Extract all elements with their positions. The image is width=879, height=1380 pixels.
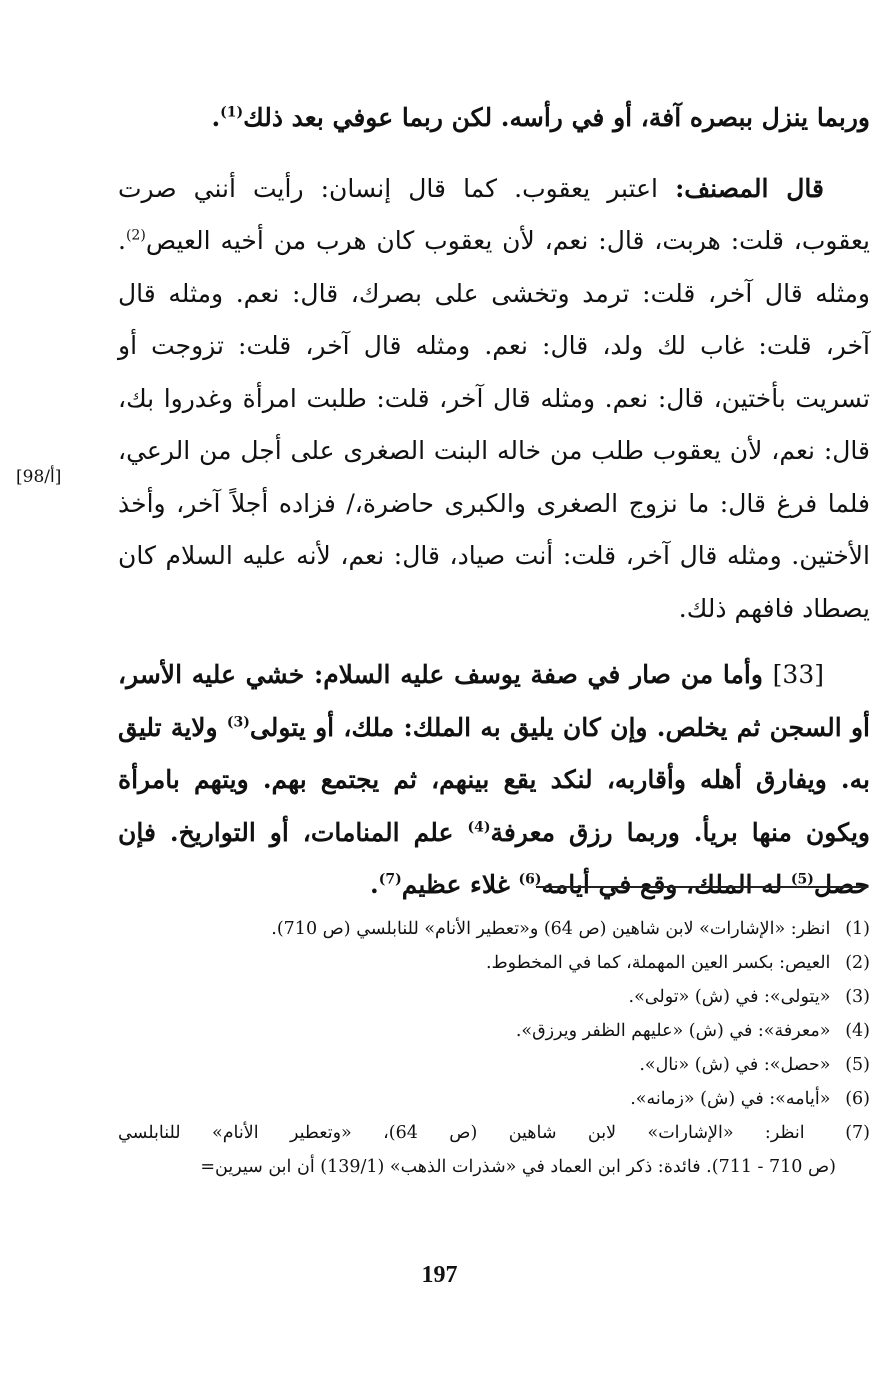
footnote-4: (4) «معرفة»: في (ش) «عليهم الظفر ويرزق». <box>515 1021 870 1041</box>
footnote-6: (6) «أيامه»: في (ش) «زمانه». <box>630 1089 870 1109</box>
footnote-3: (3) «يتولى»: في (ش) «تولى». <box>628 987 870 1007</box>
main-text <box>118 92 870 912</box>
author-label: قال المصنف: <box>675 173 824 203</box>
footnote-1: (1) انظر: «الإشارات» لابن شاهين (ص 64) و«تعطير الأنام» للنابلسي (ص 710). <box>271 919 870 939</box>
footnote-7: (7) انظر: «الإشارات» لابن شاهين (ص 64)، «وتعطير الأنام» للنابلسي <box>118 1123 870 1143</box>
manuscript-folio-note: [98/أ] <box>16 467 62 487</box>
footnote-ref-3[interactable]: (3) <box>226 714 250 731</box>
footnotes <box>118 912 870 1184</box>
section-number: [33] <box>772 660 824 689</box>
footnote-ref-7[interactable]: (7) <box>378 871 402 888</box>
footnote-ref-5[interactable]: (5) <box>790 871 814 888</box>
footnote-5: (5) «حصل»: في (ش) «نال». <box>639 1055 870 1075</box>
paragraph-2: قال المصنف: اعتبر يعقوب. كما قال إنسان: رأيت أنني صرت يعقوب، قلت: هربت، قال: نعم، لأن يعقوب كان هرب من أخيه العيص$^{(2)}$. ومثله قال آخر، قلت: ترمد وتخشى على بصرك، قال: نعم. ومثله قال آخر، قلت: غاب لك ولد، قال: نعم. ومثله قال آخر، قلت: تزوجت أو تسريت بأختين، قال: نعم. ومثله قال آخر، قلت: طلبت امرأة وغدروا بك، قال: نعم، لأن يعقوب طلب من خاله البنت الصغرى على أجل من الرعي، فلما فرغ قال: ما نزوج الصغرى والكبرى حاضرة،/ فزاده أجلاً آخر، وأخذ الأختين. ومثله قال آخر، قلت: أنت صياد، قال: نعم، لأنه عليه السلام كان يصطاد فافهم ذلك. <box>118 173 870 623</box>
footnote-7-continuation: (ص 710 - 711). فائدة: ذكر ابن العماد في «شذرات الذهب» (139/1) أن ابن سيرين= <box>200 1157 836 1177</box>
page-number: 197 <box>421 1262 458 1288</box>
footnote-ref-2[interactable]: (2) <box>125 227 146 244</box>
footnote-ref-4[interactable]: (4) <box>467 819 491 836</box>
footnote-ref-6[interactable]: (6) <box>518 871 542 888</box>
paragraph-3: [33] وأما من صار في صفة يوسف عليه السلام: خشي عليه الأسر، أو السجن ثم يخلص. وإن كان يليق به الملك: ملك، أو يتولى$^{(3)}$ ولاية تليق به. ويفارق أهله وأقاربه، لنكد يقع بينهم، ثم يجتمع بهم. ويتهم بامرأة ويكون منها بريأ. وربما رزق معرفة$^{(4)}$ علم المنامات، أو التواريخ. فإن حصل$^{(5)}$ له الملك، وقع في أيامه$^{(6)}$ غلاء عظيم$^{(7)}$. <box>118 660 870 899</box>
paragraph-1: وربما ينزل ببصره آفة، أو في رأسه. لكن ربما عوفي بعد ذلك$^{(1)}$. <box>211 103 870 132</box>
footnote-2: (2) العيص: بكسر العين المهملة، كما في المخطوط. <box>485 953 870 973</box>
footnote-divider <box>536 886 868 888</box>
footnote-ref-1[interactable]: (1) <box>220 104 244 121</box>
